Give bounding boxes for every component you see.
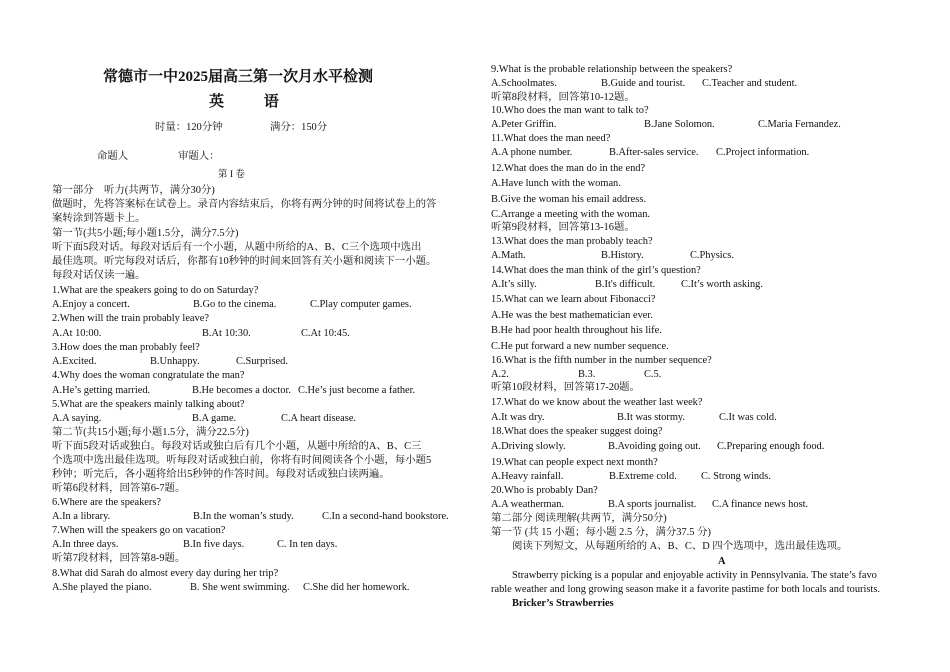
option-a: A.It’s silly. [491,279,537,290]
question-stem: 15.What can we learn about Fibonacci? [491,294,656,305]
option-b: B.It's difficult. [595,279,656,290]
option-a: A.At 10:00. [52,328,102,339]
option-a: A.Driving slowly. [491,441,566,452]
question-stem: 13.What does the man probably teach? [491,236,653,247]
passage-subheading: Bricker’s Strawberries [512,598,614,609]
time-info: 时量：120分钟 [155,122,223,133]
option-b: B.3. [578,369,596,380]
option-b: B.History. [601,250,644,261]
option-c: C.Maria Fernandez. [758,119,841,130]
option-c: C.Arrange a meeting with the woman. [491,209,650,220]
section2-directions: 个选项中选出最佳选项。听每段对话或独白前，你将有时间阅读各个小题，每小题5 [52,455,432,466]
section2-directions: 听下面5段对话或独白。每段对话或独白后有几个小题，从题中所给的A、B、C三 [52,441,422,452]
option-b: B.Guide and tourist. [601,78,686,89]
score-info: 满分：150分 [270,122,328,133]
material-note: 听第10段材料，回答第17-20题。 [491,382,640,393]
material-note: 听第8段材料，回答第10-12题。 [491,92,635,103]
section1-directions: 每段对话仅读一遍。 [52,270,146,281]
option-c: C.Preparing enough food. [717,441,825,452]
part2-instructions: 阅读下列短文，从每题所给的 A、B、C、D 四个选项中，选出最佳选项。 [512,541,848,552]
part1-intro: 案转涂到答题卡上。 [52,213,146,224]
option-a: A.It was dry. [491,412,545,423]
option-c: C. In ten days. [277,539,338,550]
option-b: B.Avoiding going out. [608,441,701,452]
option-b: B. She went swimming. [190,582,290,593]
question-stem: 17.What do we know about the weather last week? [491,397,703,408]
option-a: A.In a library. [52,511,111,522]
option-b: B.After-sales service. [609,147,699,158]
question-stem: 18.What does the speaker suggest doing? [491,426,663,437]
setter-label: 命题人 [97,151,129,162]
option-a: A.Excited. [52,356,97,367]
option-b: B.In the woman’s study. [193,511,294,522]
option-a: A.He’s getting married. [52,385,151,396]
question-stem: 6.Where are the speakers? [52,497,162,508]
option-a: A.A phone number. [491,147,573,158]
option-b: B.In five days. [183,539,245,550]
option-a: A.He was the best mathematician ever. [491,310,653,321]
section1-heading: 第一节(共5小题;每小题1.5分，满分7.5分) [52,228,239,239]
option-c: C.A finance news host. [712,499,809,510]
option-c: C.Project information. [716,147,810,158]
question-stem: 1.What are the speakers going to do on Saturday? [52,285,259,296]
part1-intro: 做题时，先将答案标在试卷上。录音内容结束后，你将有两分钟的时间将试卷上的答 [52,199,437,210]
option-c: C. Strong winds. [701,471,771,482]
option-c: C.Surprised. [236,356,288,367]
reviewer-label: 审题人： [178,151,220,162]
question-stem: 8.What did Sarah do almost every day during her trip? [52,568,279,579]
option-a: A.2. [491,369,509,380]
volume-label: 第 I 卷 [218,170,245,180]
material-note: 听第9段材料，回答第13-16题。 [491,222,635,233]
option-a: A.Heavy rainfall. [491,471,564,482]
option-a: A.A weatherman. [491,499,564,510]
option-a: A.Peter Griffin. [491,119,557,130]
question-stem: 19.What can people expect next month? [491,457,658,468]
material-note: 听第7段材料，回答第8-9题。 [52,553,186,564]
option-c: C.It’s worth asking. [681,279,763,290]
option-c: C.He’s just become a father. [298,385,416,396]
option-b: B.A sports journalist. [608,499,697,510]
option-c: C.She did her homework. [303,582,410,593]
option-c: C.It was cold. [719,412,777,423]
option-b: B.Unhappy. [150,356,200,367]
question-stem: 4.Why does the woman congratulate the man? [52,370,245,381]
passage-label: A [718,556,726,567]
option-a: A.She played the piano. [52,582,152,593]
option-b: B.He had poor health throughout his life. [491,325,662,336]
section1-directions: 听下面5段对话。每段对话后有一个小题，从题中所给的A、B、C三个选项中选出 [52,242,422,253]
option-a: A.Enjoy a concert. [52,299,130,310]
question-stem: 5.What are the speakers mainly talking about? [52,399,245,410]
subject-title: 英 语 [209,94,297,110]
option-b: B.It was stormy. [617,412,686,423]
option-c: C.He put forward a new number sequence. [491,341,669,352]
option-a: A.Have lunch with the woman. [491,178,621,189]
option-c: C.Play computer games. [310,299,412,310]
question-stem: 12.What does the man do in the end? [491,163,646,174]
option-b: B.At 10:30. [202,328,251,339]
material-note: 听第6段材料，回答第6-7题。 [52,483,186,494]
question-stem: 10.Who does the man want to talk to? [491,105,649,116]
question-stem: 3.How does the man probably feel? [52,342,200,353]
question-stem: 14.What does the man think of the girl’s question? [491,265,701,276]
question-stem: 9.What is the probable relationship between the speakers? [491,64,733,75]
exam-title: 常德市一中2025届高三第一次月水平检测 [103,69,374,85]
option-b: B.He becomes a doctor. [192,385,291,396]
passage-text: rable weather and long growing season make it a favorite pastime for both locals and tourists. [491,584,880,595]
option-b: B.Give the woman his email address. [491,194,646,205]
option-a: A.Schoolmates. [491,78,557,89]
option-b: B.A game. [192,413,237,424]
option-c: C.At 10:45. [301,328,350,339]
option-b: B.Jane Solomon. [644,119,715,130]
section1-directions: 最佳选项。听完每段对话后，你都有10秒钟的时间来回答有关小题和阅读下一小题。 [52,256,437,267]
option-c: C.Physics. [690,250,734,261]
passage-text: Strawberry picking is a popular and enjoyable activity in Pennsylvania. The state’s favo [512,570,877,581]
question-stem: 16.What is the fifth number in the number sequence? [491,355,712,366]
section2-heading: 第二节(共15小题;每小题1.5分，满分22.5分) [52,427,249,438]
part2-heading: 第二部分 阅读理解(共两节，满分50分) [491,513,667,524]
option-a: A.Math. [491,250,526,261]
question-stem: 7.When will the speakers go on vacation? [52,525,226,536]
option-c: C.In a second-hand bookstore. [322,511,449,522]
option-b: B.Extreme cold. [609,471,677,482]
option-a: A.A saying. [52,413,102,424]
option-a: A.In three days. [52,539,119,550]
section2-directions: 秒钟；听完后，各小题将给出5秒钟的作答时间。每段对话或独白读两遍。 [52,469,390,480]
part2-section1: 第一节 (共 15 小题；每小题 2.5 分，满分37.5 分) [491,527,711,538]
question-stem: 20.Who is probably Dan? [491,485,598,496]
question-stem: 2.When will the train probably leave? [52,313,209,324]
option-c: C.5. [644,369,662,380]
question-stem: 11.What does the man need? [491,133,611,144]
option-b: B.Go to the cinema. [193,299,277,310]
option-c: C.Teacher and student. [702,78,798,89]
part1-heading: 第一部分 听力(共两节，满分30分) [52,185,215,196]
option-c: C.A heart disease. [281,413,357,424]
